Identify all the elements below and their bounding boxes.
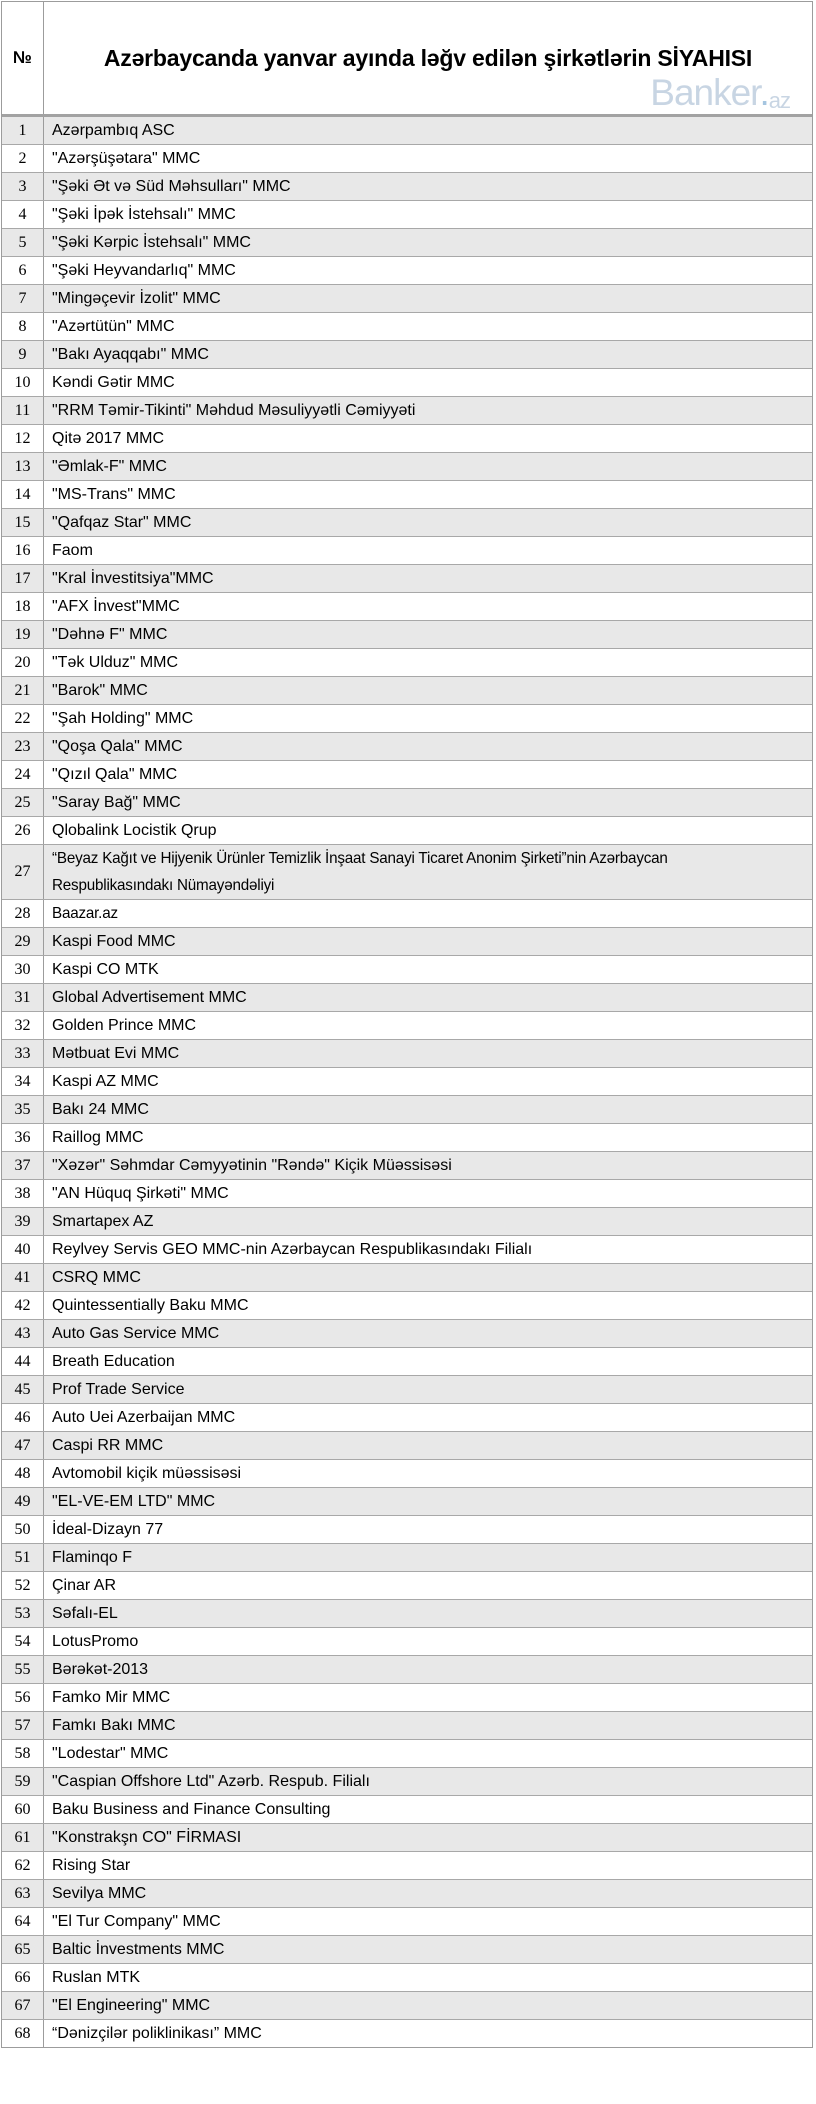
company-name: "Barok" MMC (52, 682, 148, 699)
company-name: Mətbuat Evi MMC (52, 1045, 180, 1062)
table-row (2, 565, 812, 593)
table-row (2, 1880, 812, 1908)
row-number: 63 (2, 1880, 44, 1907)
row-number: 33 (2, 1040, 44, 1067)
row-number: 37 (2, 1152, 44, 1179)
table-row (2, 845, 812, 900)
company-name: CSRQ MMC (52, 1269, 141, 1286)
table-row (2, 1432, 812, 1460)
row-number: 11 (2, 397, 44, 424)
row-number: 53 (2, 1600, 44, 1627)
table-row (2, 1180, 812, 1208)
table-row (2, 1992, 812, 2020)
company-name: Auto Gas Service MMC (52, 1325, 220, 1342)
row-number: 65 (2, 1936, 44, 1963)
table-row (2, 1096, 812, 1124)
table-row (2, 145, 812, 173)
row-number: 16 (2, 537, 44, 564)
row-number: 10 (2, 369, 44, 396)
row-number: 50 (2, 1516, 44, 1543)
company-name: "Şəki Heyvandarlıq" MMC (52, 262, 236, 279)
row-number: 17 (2, 565, 44, 592)
table-row (2, 1376, 812, 1404)
table-row (2, 1460, 812, 1488)
row-number: 27 (2, 845, 44, 899)
table-row (2, 1684, 812, 1712)
company-name: Global Advertisement MMC (52, 989, 247, 1006)
table-row (2, 1348, 812, 1376)
company-name: "Bakı Ayaqqabı" MMC (52, 346, 209, 363)
row-number: 31 (2, 984, 44, 1011)
table-row (2, 705, 812, 733)
row-number: 38 (2, 1180, 44, 1207)
table-row (2, 341, 812, 369)
company-name: Kəndi Gətir MMC (52, 374, 175, 391)
company-name: "Tək Ulduz" MMC (52, 654, 179, 671)
table-row (2, 229, 812, 257)
table-row (2, 900, 812, 928)
table-row (2, 1936, 812, 1964)
company-name: Golden Prince MMC (52, 1017, 197, 1034)
table-row (2, 789, 812, 817)
row-number: 44 (2, 1348, 44, 1375)
company-name: Sevilya MMC (52, 1885, 147, 1902)
table-row (2, 1964, 812, 1992)
watermark-tld: az (768, 88, 790, 113)
row-number: 29 (2, 928, 44, 955)
company-name: Çinar AR (52, 1577, 117, 1594)
row-number: 18 (2, 593, 44, 620)
company-name: "El Engineering" MMC (52, 1997, 211, 2014)
company-name: Faom (52, 542, 93, 559)
row-number: 59 (2, 1768, 44, 1795)
row-number: 47 (2, 1432, 44, 1459)
table-row (2, 817, 812, 845)
row-number: 24 (2, 761, 44, 788)
row-number: 21 (2, 677, 44, 704)
company-name: "AFX İnvest"MMC (52, 598, 180, 615)
table-row (2, 1824, 812, 1852)
row-number: 5 (2, 229, 44, 256)
row-number: 19 (2, 621, 44, 648)
row-number: 42 (2, 1292, 44, 1319)
company-name: İdeal-Dizayn 77 (52, 1521, 164, 1538)
row-number: 30 (2, 956, 44, 983)
row-number: 61 (2, 1824, 44, 1851)
company-name: Quintessentially Baku MMC (52, 1297, 249, 1314)
table-row (2, 1628, 812, 1656)
company-name: "Mingəçevir İzolit" MMC (52, 290, 221, 307)
row-number: 25 (2, 789, 44, 816)
company-name: Flaminqo F (52, 1549, 133, 1566)
company-name: “Dənizçilər poliklinikası” MMC (52, 2025, 262, 2042)
table-row (2, 1544, 812, 1572)
company-name: "Şəki İpək İstehsalı" MMC (52, 206, 236, 223)
company-name: "MS-Trans" MMC (52, 486, 176, 503)
row-number: 67 (2, 1992, 44, 2019)
company-name: Bakı 24 MMC (52, 1101, 149, 1118)
row-number: 4 (2, 201, 44, 228)
company-name: Baazar.az (52, 905, 118, 922)
company-name: "Lodestar" MMC (52, 1745, 169, 1762)
company-name: “Beyaz Kağıt ve Hijyenik Ürünler Temizlik İnşaat Sanayi Ticaret Anonim Şirketi”nin Azərbaycan Respublikasındakı Nümayəndəliyi (52, 850, 668, 894)
table-row (2, 593, 812, 621)
row-number: 66 (2, 1964, 44, 1991)
row-number: 7 (2, 285, 44, 312)
company-name: Kaspi AZ MMC (52, 1073, 159, 1090)
table-row (2, 509, 812, 537)
table-row (2, 1012, 812, 1040)
row-number: 68 (2, 2020, 44, 2047)
company-name: Səfalı-EL (52, 1605, 118, 1622)
row-number: 41 (2, 1264, 44, 1291)
company-name: Auto Uei Azerbaijan MMC (52, 1409, 236, 1426)
liquidated-companies-table (1, 1, 813, 2048)
company-name: Qitə 2017 MMC (52, 430, 165, 447)
company-name: "Əmlak-F" MMC (52, 458, 167, 475)
company-name: Raillog MMC (52, 1129, 144, 1146)
table-row (2, 1320, 812, 1348)
company-name: "Kral İnvestitsiya"MMC (52, 570, 214, 587)
row-number: 23 (2, 733, 44, 760)
company-name: "Qoşa Qala" MMC (52, 738, 183, 755)
table-row (2, 2020, 812, 2047)
company-name: Azərpambıq ASC (52, 122, 175, 139)
table-row (2, 425, 812, 453)
company-name: Qlobalink Locistik Qrup (52, 822, 217, 839)
table-row (2, 649, 812, 677)
table-row (2, 1656, 812, 1684)
watermark-brand: Banker (650, 72, 760, 113)
table-row (2, 397, 812, 425)
company-name: Baltic İnvestments MMC (52, 1941, 225, 1958)
table-row (2, 733, 812, 761)
row-number: 49 (2, 1488, 44, 1515)
row-number: 56 (2, 1684, 44, 1711)
company-name: Kaspi CO MTK (52, 961, 159, 978)
company-name: Breath Education (52, 1353, 175, 1370)
company-name: "Qafqaz Star" MMC (52, 514, 192, 531)
company-name: "AN Hüquq Şirkəti" MMC (52, 1185, 229, 1202)
company-name: "Qızıl Qala" MMC (52, 766, 178, 783)
company-name: "Azərtütün" MMC (52, 318, 175, 335)
table-row (2, 1768, 812, 1796)
company-name: "Xəzər" Səhmdar Cəmyyətinin "Rəndə" Kiçik Müəssisəsi (52, 1157, 452, 1174)
table-row (2, 1488, 812, 1516)
row-number: 1 (2, 117, 44, 144)
table-row (2, 1404, 812, 1432)
table-row (2, 677, 812, 705)
table-row (2, 1600, 812, 1628)
row-number: 34 (2, 1068, 44, 1095)
title-cell (44, 2, 812, 114)
company-name: Ruslan MTK (52, 1969, 141, 1986)
row-number: 13 (2, 453, 44, 480)
company-name: "Saray Bağ" MMC (52, 794, 181, 811)
company-name: "El Tur Company" MMC (52, 1913, 221, 1930)
table-row (2, 313, 812, 341)
company-name: Rising Star (52, 1857, 131, 1874)
table-row (2, 761, 812, 789)
row-number: 51 (2, 1544, 44, 1571)
row-number: 52 (2, 1572, 44, 1599)
number-column-header: № (2, 2, 44, 114)
table-row (2, 453, 812, 481)
table-header-row (2, 2, 812, 117)
banker-az-watermark (650, 74, 790, 111)
table-row (2, 1040, 812, 1068)
table-row (2, 481, 812, 509)
row-number: 32 (2, 1012, 44, 1039)
table-row (2, 369, 812, 397)
row-number: 39 (2, 1208, 44, 1235)
watermark-dot: . (759, 72, 769, 113)
company-name: Baku Business and Finance Consulting (52, 1801, 331, 1818)
row-number: 62 (2, 1852, 44, 1879)
table-row (2, 1908, 812, 1936)
table-row (2, 621, 812, 649)
company-name: "EL-VE-EM LTD" MMC (52, 1493, 216, 1510)
company-name: "Şəki Ət və Süd Məhsulları" MMC (52, 178, 291, 195)
table-row (2, 117, 812, 145)
row-number: 8 (2, 313, 44, 340)
row-number: 40 (2, 1236, 44, 1263)
row-number: 9 (2, 341, 44, 368)
table-row (2, 984, 812, 1012)
company-name: "Dəhnə F" MMC (52, 626, 168, 643)
company-name: "Şah Holding" MMC (52, 710, 194, 727)
row-number: 14 (2, 481, 44, 508)
row-number: 54 (2, 1628, 44, 1655)
row-number: 58 (2, 1740, 44, 1767)
table-row (2, 1740, 812, 1768)
company-name: Avtomobil kiçik müəssisəsi (52, 1465, 242, 1482)
company-name: Prof Trade Service (52, 1381, 185, 1398)
company-name: Famkı Bakı MMC (52, 1717, 176, 1734)
company-name: "Azərşüşətara" MMC (52, 150, 201, 167)
table-row (2, 1208, 812, 1236)
table-row (2, 1264, 812, 1292)
row-number: 28 (2, 900, 44, 927)
table-row (2, 1236, 812, 1264)
row-number: 36 (2, 1124, 44, 1151)
table-row (2, 956, 812, 984)
row-number: 46 (2, 1404, 44, 1431)
table-row (2, 1712, 812, 1740)
row-number: 6 (2, 257, 44, 284)
table-row (2, 1796, 812, 1824)
company-name: Smartapex AZ (52, 1213, 154, 1230)
row-number: 48 (2, 1460, 44, 1487)
company-name: "Caspian Offshore Ltd" Azərb. Respub. Filialı (52, 1773, 370, 1790)
row-number: 26 (2, 817, 44, 844)
company-name: Bərəkət-2013 (52, 1661, 149, 1678)
page-title: Azərbaycanda yanvar ayında ləğv edilən şirkətlərin SİYAHISI (103, 44, 753, 71)
row-number: 60 (2, 1796, 44, 1823)
table-body (2, 117, 812, 2047)
table-row (2, 1852, 812, 1880)
row-number: 2 (2, 145, 44, 172)
company-name: Reylvey Servis GEO MMC-nin Azərbaycan Respublikasındakı Filialı (52, 1241, 533, 1258)
table-row (2, 1124, 812, 1152)
company-name: LotusPromo (52, 1633, 139, 1650)
table-row (2, 173, 812, 201)
row-number: 55 (2, 1656, 44, 1683)
table-row (2, 285, 812, 313)
company-name: "Konstrakşn CO" FİRMASI (52, 1829, 242, 1846)
table-row (2, 1152, 812, 1180)
row-number: 3 (2, 173, 44, 200)
table-row (2, 201, 812, 229)
company-name: "Şəki Kərpic İstehsalı" MMC (52, 234, 251, 251)
table-row (2, 928, 812, 956)
table-row (2, 257, 812, 285)
row-number: 22 (2, 705, 44, 732)
row-number: 15 (2, 509, 44, 536)
company-name: "RRM Təmir-Tikinti" Məhdud Məsuliyyətli Cəmiyyəti (52, 402, 416, 419)
table-row (2, 1068, 812, 1096)
table-row (2, 1516, 812, 1544)
company-name: Caspi RR MMC (52, 1437, 164, 1454)
row-number: 12 (2, 425, 44, 452)
row-number: 57 (2, 1712, 44, 1739)
row-number: 20 (2, 649, 44, 676)
row-number: 45 (2, 1376, 44, 1403)
table-row (2, 1292, 812, 1320)
company-name: Famko Mir MMC (52, 1689, 171, 1706)
row-number: 43 (2, 1320, 44, 1347)
table-row (2, 537, 812, 565)
company-name: Kaspi Food MMC (52, 933, 176, 950)
row-number: 64 (2, 1908, 44, 1935)
table-row (2, 1572, 812, 1600)
row-number: 35 (2, 1096, 44, 1123)
